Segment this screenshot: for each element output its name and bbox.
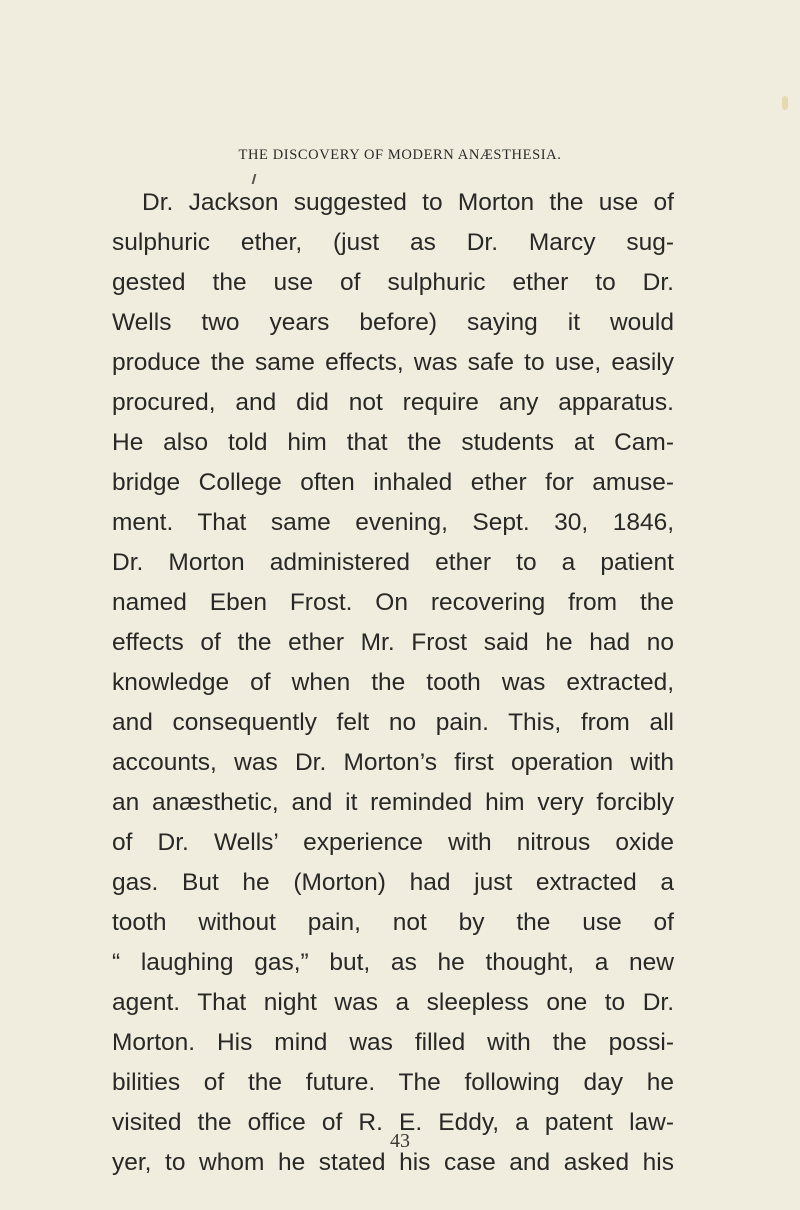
body-text	[112, 183, 674, 1183]
text-line: He also told him that the students at Cam-	[112, 429, 674, 456]
text-line: an anæsthetic, and it reminded him very forcibly	[112, 789, 674, 816]
text-line: “ laughing gas,” but, as he thought, a new	[112, 949, 674, 976]
text-line: knowledge of when the tooth was extracted,	[112, 669, 674, 696]
paper-blemish	[782, 96, 788, 110]
page-number: 43	[390, 1130, 410, 1152]
text-line: effects of the ether Mr. Frost said he had no	[112, 629, 674, 656]
running-head: THE DISCOVERY OF MODERN ANÆSTHESIA.	[238, 147, 562, 163]
text-line: and consequently felt no pain. This, from all	[112, 709, 674, 736]
text-line: tooth without pain, not by the use of	[112, 909, 674, 936]
text-line: produce the same effects, was safe to use, easily	[112, 349, 674, 376]
text-line: yer, to whom he stated his case and asked his	[112, 1149, 674, 1176]
text-line: procured, and did not require any apparatus.	[112, 389, 674, 416]
text-line: gas. But he (Morton) had just extracted a	[112, 869, 674, 896]
text-line: ment. That same evening, Sept. 30, 1846,	[112, 509, 674, 536]
text-line: bilities of the future. The following day he	[112, 1069, 674, 1096]
text-line: gested the use of sulphuric ether to Dr.	[112, 269, 674, 296]
text-line: named Eben Frost. On recovering from the	[112, 589, 674, 616]
text-line: accounts, was Dr. Morton’s first operation with	[112, 749, 674, 776]
text-line: visited the office of R. E. Eddy, a patent law-	[112, 1109, 674, 1136]
text-line: bridge College often inhaled ether for amuse-	[112, 469, 674, 496]
text-line: Morton. His mind was filled with the possi-	[112, 1029, 674, 1056]
text-line: agent. That night was a sleepless one to Dr.	[112, 989, 674, 1016]
text-line: of Dr. Wells’ experience with nitrous oxide	[112, 829, 674, 856]
text-line: Wells two years before) saying it would	[112, 309, 674, 336]
text-line: Dr. Jackson suggested to Morton the use of	[142, 189, 674, 216]
text-line: sulphuric ether, (just as Dr. Marcy sug-	[112, 229, 674, 256]
text-line: Dr. Morton administered ether to a patient	[112, 549, 674, 576]
